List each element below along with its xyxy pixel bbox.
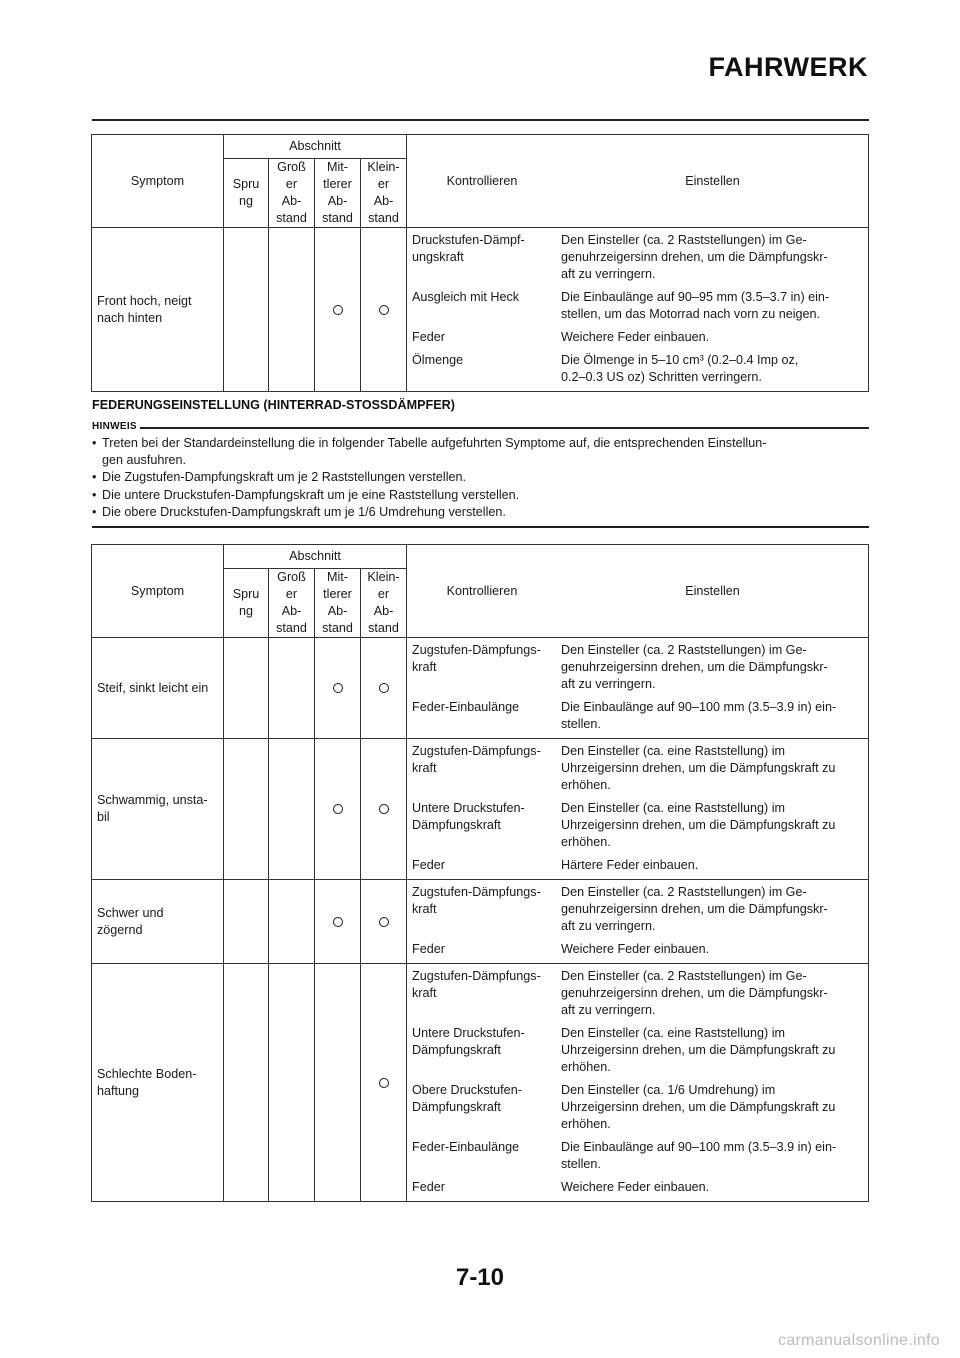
bullet-marker: • [92, 487, 97, 502]
adjust-text: Den Einsteller (ca. eine Raststellung) im Uhrzeigersinn drehen, um die Dämpfungskraft zu erhöhen. [561, 744, 836, 792]
section-mark-cell [224, 739, 269, 880]
check-adjust-item [407, 1179, 868, 1196]
table-row [92, 638, 869, 739]
check-text: Zugstufen-Dämpfungs- kraft [412, 969, 541, 1000]
circle-mark-icon [333, 804, 343, 814]
check-text: Feder-Einbaulänge [412, 1140, 520, 1154]
check-adjust-item [407, 941, 868, 958]
header-kleiner-abstand: Klein- er Ab- stand [361, 569, 407, 638]
rear-shock-table [91, 544, 869, 1202]
symptom-cell: Schlechte Boden- haftung [92, 964, 224, 1202]
check-adjust-item [407, 857, 868, 874]
note-label: HINWEIS [92, 421, 137, 432]
header-sprung: Spru ng [224, 569, 269, 638]
section-mark-cell [315, 964, 361, 1202]
header-check-adjust [407, 545, 869, 638]
adjust-text: Den Einsteller (ca. 2 Raststellungen) im Ge- genuhrzeigersinn drehen, um die Dämpfungskr- aft zu verringern. [561, 643, 828, 691]
section-mark-cell [224, 964, 269, 1202]
adjust-text: Weichere Feder einbauen. [561, 942, 710, 956]
adjust-text: Den Einsteller (ca. 2 Raststellungen) im Ge- genuhrzeigersinn drehen, um die Dämpfungskr- aft zu verringern. [561, 969, 828, 1017]
bullet-marker: • [92, 504, 97, 519]
header-mittlerer-abstand: Mit- tlerer Ab- stand [315, 569, 361, 638]
note-item [92, 435, 869, 469]
check-text: Zugstufen-Dämpfungs- kraft [412, 885, 541, 916]
circle-mark-icon [379, 1078, 389, 1088]
check-adjust-item [407, 232, 868, 283]
front-suspension-table [91, 134, 869, 392]
section-mark-cell [361, 228, 407, 392]
note-block [92, 421, 869, 528]
adjust-text: Härtere Feder einbauen. [561, 858, 699, 872]
header-abschnitt: Abschnitt [224, 545, 407, 569]
section-mark-cell [269, 228, 315, 392]
check-adjust-cell [407, 880, 869, 964]
header-gross-abstand: Groß er Ab- stand [269, 569, 315, 638]
circle-mark-icon [333, 305, 343, 315]
circle-mark-icon [379, 804, 389, 814]
check-text: Feder [412, 942, 445, 956]
note-header [92, 421, 869, 432]
check-text: Zugstufen-Dämpfungs- kraft [412, 643, 541, 674]
section-mark-cell [315, 638, 361, 739]
check-text: Obere Druckstufen- Dämpfungskraft [412, 1083, 522, 1114]
adjust-text: Die Ölmenge in 5–10 cm³ (0.2–0.4 Imp oz, 0.2–0.3 US oz) Schritten verringern. [561, 353, 799, 384]
bullet-marker: • [92, 436, 97, 450]
check-adjust-item [407, 743, 868, 794]
section-mark-cell [269, 638, 315, 739]
check-text: Feder-Einbaulänge [412, 700, 520, 714]
section-mark-cell [315, 739, 361, 880]
check-adjust-item [407, 329, 868, 346]
page-number: 7-10 [455, 1264, 505, 1291]
symptom-cell: Schwammig, unsta- bil [92, 739, 224, 880]
bullet-marker: • [92, 470, 97, 485]
check-adjust-item [407, 642, 868, 693]
adjust-text: Die Einbaulänge auf 90–100 mm (3.5–3.9 in) ein- stellen. [561, 1140, 837, 1171]
section-mark-cell [224, 638, 269, 739]
check-text: Feder [412, 858, 445, 872]
check-adjust-item [407, 352, 868, 386]
note-rule [140, 427, 869, 429]
section-mark-cell [361, 638, 407, 739]
circle-mark-icon [333, 683, 343, 693]
check-adjust-item [407, 1025, 868, 1076]
note-end-rule [92, 526, 869, 528]
circle-mark-icon [379, 917, 389, 927]
adjust-text: Die Einbaulänge auf 90–95 mm (3.5–3.7 in) ein- stellen, um das Motorrad nach vorn zu neigen. [561, 290, 830, 321]
header-symptom: Symptom [92, 545, 224, 638]
adjust-text: Den Einsteller (ca. eine Raststellung) im Uhrzeigersinn drehen, um die Dämpfungskraft zu erhöhen. [561, 801, 836, 849]
circle-mark-icon [379, 305, 389, 315]
header-kleiner-abstand: Klein- er Ab- stand [361, 159, 407, 228]
header-check-adjust [407, 135, 869, 228]
note-item-text: Die untere Druckstufen-Dampfungskraft um je eine Raststellung verstellen. [102, 487, 520, 502]
header-einstellen: Einstellen [685, 583, 740, 598]
adjust-text: Den Einsteller (ca. 2 Raststellungen) im Ge- genuhrzeigersinn drehen, um die Dämpfungskr- aft zu verringern. [561, 233, 828, 281]
header-kontrollieren: Kontrollieren [446, 583, 518, 598]
header-einstellen: Einstellen [685, 173, 740, 188]
adjust-text: Den Einsteller (ca. 2 Raststellungen) im Ge- genuhrzeigersinn drehen, um die Dämpfungskr- aft zu verringern. [561, 885, 828, 933]
header-symptom: Symptom [92, 135, 224, 228]
check-text: Ausgleich mit Heck [412, 290, 520, 304]
check-text: Untere Druckstufen- Dämpfungskraft [412, 1026, 525, 1057]
adjust-text: Den Einsteller (ca. eine Raststellung) im Uhrzeigersinn drehen, um die Dämpfungskraft zu erhöhen. [561, 1026, 836, 1074]
header-sprung: Spru ng [224, 159, 269, 228]
section-mark-cell [315, 228, 361, 392]
check-text: Feder [412, 330, 445, 344]
section-mark-cell [269, 880, 315, 964]
section-mark-cell [269, 739, 315, 880]
symptom-cell: Schwer und zögernd [92, 880, 224, 964]
circle-mark-icon [333, 917, 343, 927]
section-mark-cell [269, 964, 315, 1202]
check-adjust-item [407, 1139, 868, 1173]
check-text: Zugstufen-Dämpfungs- kraft [412, 744, 541, 775]
section-mark-cell [224, 228, 269, 392]
check-adjust-cell [407, 739, 869, 880]
section-mark-cell [361, 880, 407, 964]
page-header-title: FAHRWERK [708, 52, 868, 82]
check-text: Feder [412, 1180, 445, 1194]
check-adjust-item [407, 1082, 868, 1133]
section-mark-cell [224, 880, 269, 964]
adjust-text: Weichere Feder einbauen. [561, 330, 710, 344]
check-adjust-cell [407, 964, 869, 1202]
header-mittlerer-abstand: Mit- tlerer Ab- stand [315, 159, 361, 228]
check-text: Untere Druckstufen- Dämpfungskraft [412, 801, 525, 832]
table-row [92, 964, 869, 1202]
note-list [92, 435, 869, 521]
note-item [92, 487, 869, 504]
check-adjust-item [407, 289, 868, 323]
header-rule [92, 119, 869, 121]
section-mark-cell [361, 964, 407, 1202]
adjust-text: Weichere Feder einbauen. [561, 1180, 710, 1194]
section-mark-cell [315, 880, 361, 964]
note-item-text: Die obere Druckstufen-Dampfungskraft um je 1/6 Umdrehung verstellen. [102, 504, 506, 519]
check-adjust-item [407, 968, 868, 1019]
note-item-text: Die Zugstufen-Dampfungskraft um je 2 Raststellungen verstellen. [102, 470, 466, 485]
header-abschnitt: Abschnitt [224, 135, 407, 159]
check-adjust-cell [407, 638, 869, 739]
table-row [92, 880, 869, 964]
note-item-text: Treten bei der Standardeinstellung die in folgender Tabelle aufgefuhrten Symptome auf, die entsprechenden Einstellun- gen ausfuhren. [102, 436, 767, 468]
symptom-cell: Steif, sinkt leicht ein [92, 638, 224, 739]
table-row [92, 228, 869, 392]
check-adjust-cell [407, 228, 869, 392]
check-adjust-item [407, 884, 868, 935]
note-item [92, 504, 869, 521]
watermark: carmanualsonline.info [778, 1332, 940, 1349]
section-heading: FEDERUNGSEINSTELLUNG (HINTERRAD-STOSSDÄMPFER) [92, 398, 455, 412]
header-gross-abstand: Groß er Ab- stand [269, 159, 315, 228]
adjust-text: Die Einbaulänge auf 90–100 mm (3.5–3.9 in) ein- stellen. [561, 700, 837, 731]
check-adjust-item [407, 699, 868, 733]
check-adjust-item [407, 800, 868, 851]
check-text: Druckstufen-Dämpf- ungskraft [412, 233, 525, 264]
symptom-cell: Front hoch, neigt nach hinten [92, 228, 224, 392]
section-mark-cell [361, 739, 407, 880]
check-text: Ölmenge [412, 353, 464, 367]
note-item [92, 469, 869, 486]
circle-mark-icon [379, 683, 389, 693]
header-kontrollieren: Kontrollieren [446, 173, 518, 188]
adjust-text: Den Einsteller (ca. 1/6 Umdrehung) im Uhrzeigersinn drehen, um die Dämpfungskraft zu erhöhen. [561, 1083, 836, 1131]
table-row [92, 739, 869, 880]
